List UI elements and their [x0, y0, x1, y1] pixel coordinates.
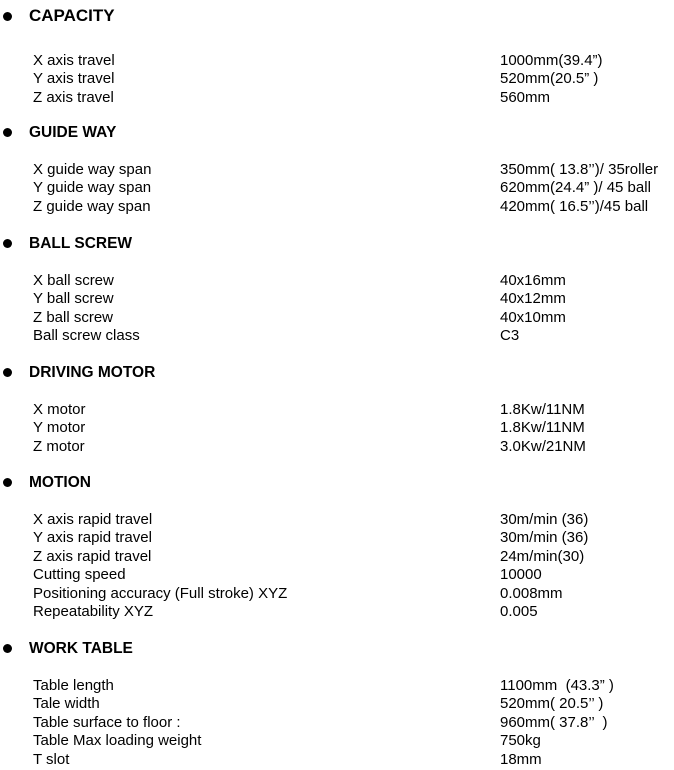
spec-value: 0.005: [500, 602, 538, 620]
spec-row: [0, 529, 674, 547]
spec-value: 10000: [500, 566, 542, 584]
section-title: DRIVING MOTOR: [29, 364, 156, 381]
spec-value: 750kg: [500, 732, 541, 750]
spec-row: [0, 695, 674, 713]
spec-value: 350mm( 13.8’’)/ 35roller: [500, 161, 659, 178]
spec-list: [0, 677, 674, 769]
spec-label: Z ball screw: [33, 308, 114, 326]
bullet-icon: [3, 128, 12, 137]
spec-value: 420mm( 16.5’’)/45 ball: [500, 197, 649, 215]
spec-list: [0, 52, 674, 107]
spec-label: Y axis rapid travel: [33, 529, 152, 547]
spec-row: [0, 677, 674, 695]
spec-value: 1100mm (43.3” ): [500, 677, 614, 694]
spec-row: [0, 714, 674, 732]
spec-row: [0, 419, 674, 437]
spec-row: [0, 198, 674, 216]
spec-value: 3.0Kw/21NM: [500, 437, 586, 455]
section-heading: [0, 235, 674, 255]
spec-label: Z guide way span: [33, 197, 151, 215]
bullet-icon: [3, 239, 12, 248]
spec-label: Table Max loading weight: [33, 732, 202, 750]
spec-row: [0, 566, 674, 584]
spec-value: 40x12mm: [500, 290, 566, 308]
section-title: MOTION: [29, 474, 91, 491]
spec-value: 40x16mm: [500, 272, 566, 289]
spec-value: C3: [500, 327, 520, 345]
section-heading: [0, 8, 674, 28]
spec-value: 520mm( 20.5’’ ): [500, 695, 604, 713]
spec-row: [0, 603, 674, 621]
section-heading: [0, 640, 674, 660]
spec-label: X guide way span: [33, 161, 152, 178]
spec-label: T slot: [33, 750, 70, 768]
spec-value: 30m/min (36): [500, 529, 589, 547]
section-heading: [0, 474, 674, 494]
spec-row: [0, 70, 674, 88]
spec-label: Ball screw class: [33, 327, 140, 345]
spec-label: Z axis travel: [33, 88, 114, 106]
spec-row: [0, 327, 674, 345]
spec-row: [0, 179, 674, 197]
spec-value: 30m/min (36): [500, 511, 589, 528]
spec-label: Tale width: [33, 695, 100, 713]
bullet-icon: [3, 644, 12, 653]
spec-label: Z motor: [33, 437, 85, 455]
spec-value: 520mm(20.5” ): [500, 70, 599, 88]
spec-value: 1.8Kw/11NM: [500, 401, 585, 418]
spec-label: Positioning accuracy (Full stroke) XYZ: [33, 584, 288, 602]
bullet-icon: [3, 478, 12, 487]
spec-label: Table length: [33, 677, 114, 694]
spec-row: [0, 272, 674, 290]
spec-row: [0, 161, 674, 179]
spec-row: [0, 548, 674, 566]
bullet-icon: [3, 12, 12, 21]
section-title: WORK TABLE: [29, 640, 133, 657]
section-title: GUIDE WAY: [29, 124, 117, 141]
spec-label: X motor: [33, 401, 86, 418]
spec-value: 1.8Kw/11NM: [500, 419, 585, 437]
spec-value: 1000mm(39.4”): [500, 52, 603, 69]
spec-label: Table surface to floor :: [33, 713, 181, 731]
spec-row: [0, 732, 674, 750]
spec-label: Z axis rapid travel: [33, 547, 152, 565]
spec-value: 18mm: [500, 750, 542, 768]
spec-value: 620mm(24.4” )/ 45 ball: [500, 179, 651, 197]
spec-label: X ball screw: [33, 272, 114, 289]
spec-value: 960mm( 37.8’’ ): [500, 713, 608, 731]
spec-list: [0, 161, 674, 216]
spec-row: [0, 52, 674, 70]
spec-row: [0, 309, 674, 327]
section-title: BALL SCREW: [29, 235, 133, 252]
spec-row: [0, 290, 674, 308]
spec-label: Cutting speed: [33, 566, 126, 584]
spec-label: Y guide way span: [33, 179, 152, 197]
spec-label: Y motor: [33, 419, 86, 437]
spec-label: Repeatability XYZ: [33, 602, 154, 620]
spec-row: [0, 751, 674, 769]
section-heading: [0, 124, 674, 144]
spec-row: [0, 438, 674, 456]
spec-label: X axis rapid travel: [33, 511, 153, 528]
spec-list: [0, 272, 674, 346]
spec-value: 24m/min(30): [500, 547, 585, 565]
spec-list: [0, 511, 674, 621]
spec-label: Y axis travel: [33, 70, 115, 88]
section-heading: [0, 364, 674, 384]
section-title: CAPACITY: [29, 6, 115, 25]
spec-row: [0, 401, 674, 419]
spec-label: Y ball screw: [33, 290, 114, 308]
spec-row: [0, 585, 674, 603]
spec-row: [0, 511, 674, 529]
spec-row: [0, 89, 674, 107]
spec-list: [0, 401, 674, 456]
spec-label: X axis travel: [33, 52, 115, 69]
bullet-icon: [3, 368, 12, 377]
spec-value: 560mm: [500, 88, 551, 106]
spec-value: 40x10mm: [500, 308, 566, 326]
spec-value: 0.008mm: [500, 584, 563, 602]
